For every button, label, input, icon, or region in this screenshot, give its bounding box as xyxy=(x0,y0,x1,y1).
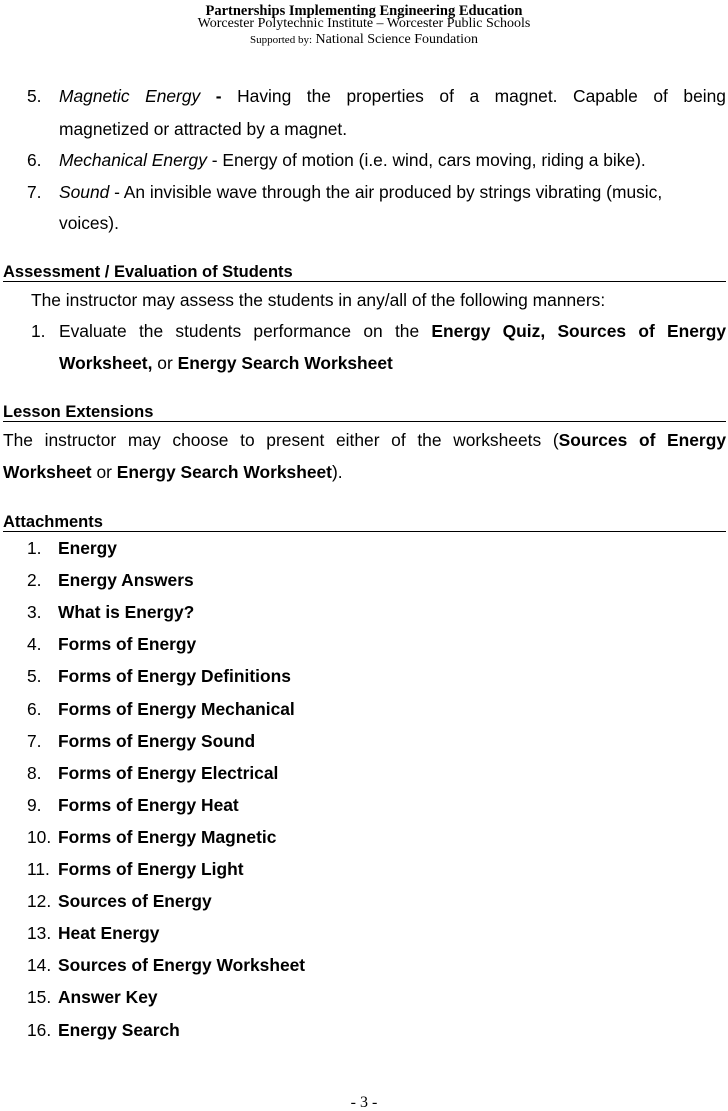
attachment-number: 10. xyxy=(27,826,52,847)
section-heading-assessment: Assessment / Evaluation of Students xyxy=(3,262,726,282)
attachment-item xyxy=(27,923,159,943)
attachment-number: 8. xyxy=(27,762,42,783)
attachment-item xyxy=(27,731,255,751)
attachment-title: Energy Search xyxy=(58,1019,180,1040)
attachment-number: 1. xyxy=(27,538,42,558)
header-title: Partnerships Implementing Engineering Education xyxy=(205,3,523,19)
attachment-item xyxy=(27,538,117,558)
attachment-number: 11. xyxy=(27,859,50,879)
attachment-number: 15. xyxy=(27,987,52,1008)
attachment-number: 5. xyxy=(27,666,42,687)
attachment-title: Forms of Energy Magnetic xyxy=(58,826,277,847)
assessment-item-number: 1. xyxy=(31,321,46,341)
attachment-title: Energy Answers xyxy=(58,570,194,591)
attachment-title: Forms of Energy Light xyxy=(58,859,244,879)
supported-label: Supported by: xyxy=(249,34,312,46)
attachment-title: Forms of Energy Heat xyxy=(58,794,239,815)
assessment-item-line: Evaluate the students performance on the Energy Quiz, Sources of Energy xyxy=(59,321,726,341)
page-number: - 3 - xyxy=(350,1094,378,1111)
definition-number: 6. xyxy=(27,150,42,170)
attachment-number: 6. xyxy=(27,698,42,719)
attachment-number: 9. xyxy=(27,794,42,815)
attachment-item xyxy=(27,795,239,815)
definition-number: 7. xyxy=(27,182,42,202)
attachment-item xyxy=(27,955,305,975)
attachment-title: What is Energy? xyxy=(58,602,195,623)
attachment-number: 2. xyxy=(27,570,42,591)
attachment-number: 4. xyxy=(27,634,42,655)
attachment-number: 16. xyxy=(27,1019,52,1040)
attachment-number: 12. xyxy=(27,891,52,912)
heading-rule xyxy=(3,281,726,282)
attachment-title: Forms of Energy Mechanical xyxy=(58,698,295,719)
attachment-number: 3. xyxy=(27,602,42,623)
attachment-item xyxy=(27,634,196,654)
attachment-title: Sources of Energy xyxy=(58,891,212,912)
definition-line: Mechanical Energy - Energy of motion (i.e. wind, cars moving, riding a bike). xyxy=(59,150,646,170)
attachment-item xyxy=(27,987,158,1007)
attachment-item xyxy=(27,827,276,847)
assessment-intro: The instructor may assess the students in any/all of the following manners: xyxy=(31,290,606,310)
definition-number: 5. xyxy=(27,86,42,106)
definition-line: voices). xyxy=(59,213,119,233)
attachment-title: Forms of Energy Definitions xyxy=(58,666,291,687)
definition-term: Mechanical Energy xyxy=(59,150,207,170)
supported-org: National Science Foundation xyxy=(315,32,479,47)
attachment-title: Sources of Energy Worksheet xyxy=(58,955,306,976)
attachment-item xyxy=(27,891,212,911)
section-heading-attachments: Attachments xyxy=(3,512,726,532)
heading-rule xyxy=(3,421,726,422)
attachment-number: 7. xyxy=(27,730,42,751)
assessment-item-line: Worksheet, or Energy Search Worksheet xyxy=(59,353,393,373)
attachment-number: 14. xyxy=(27,955,52,976)
attachment-item xyxy=(27,602,194,622)
attachment-title: Energy xyxy=(58,538,117,558)
extensions-line: Worksheet or Energy Search Worksheet). xyxy=(3,462,343,482)
attachment-title: Forms of Energy Sound xyxy=(58,730,256,751)
extensions-line: The instructor may choose to present either of the worksheets (Sources of Energy xyxy=(3,430,726,450)
attachment-title: Forms of Energy xyxy=(58,634,197,655)
attachment-title: Forms of Energy Electrical xyxy=(58,762,279,783)
heading-rule xyxy=(3,531,726,532)
definition-line: Magnetic Energy - Having the properties of a magnet. Capable of being xyxy=(59,86,726,106)
definition-line: magnetized or attracted by a magnet. xyxy=(59,119,348,139)
definition-line: Sound - An invisible wave through the air produced by strings vibrating (music, xyxy=(59,182,663,202)
section-heading-extensions: Lesson Extensions xyxy=(3,402,726,422)
header-subtitle: Worcester Polytechnic Institute – Worcester Public Schools xyxy=(197,16,531,31)
attachment-item xyxy=(27,1020,180,1040)
attachment-item xyxy=(27,859,244,879)
definition-term: Sound xyxy=(59,182,110,202)
attachment-title: Answer Key xyxy=(58,987,158,1008)
attachment-item xyxy=(27,699,295,719)
attachment-number: 13. xyxy=(27,923,52,944)
attachment-item xyxy=(27,570,194,590)
header-supported-by xyxy=(0,33,728,47)
attachment-item xyxy=(27,763,278,783)
attachment-title: Heat Energy xyxy=(58,923,160,944)
attachment-item xyxy=(27,666,291,686)
definition-term: Magnetic Energy xyxy=(59,86,201,106)
